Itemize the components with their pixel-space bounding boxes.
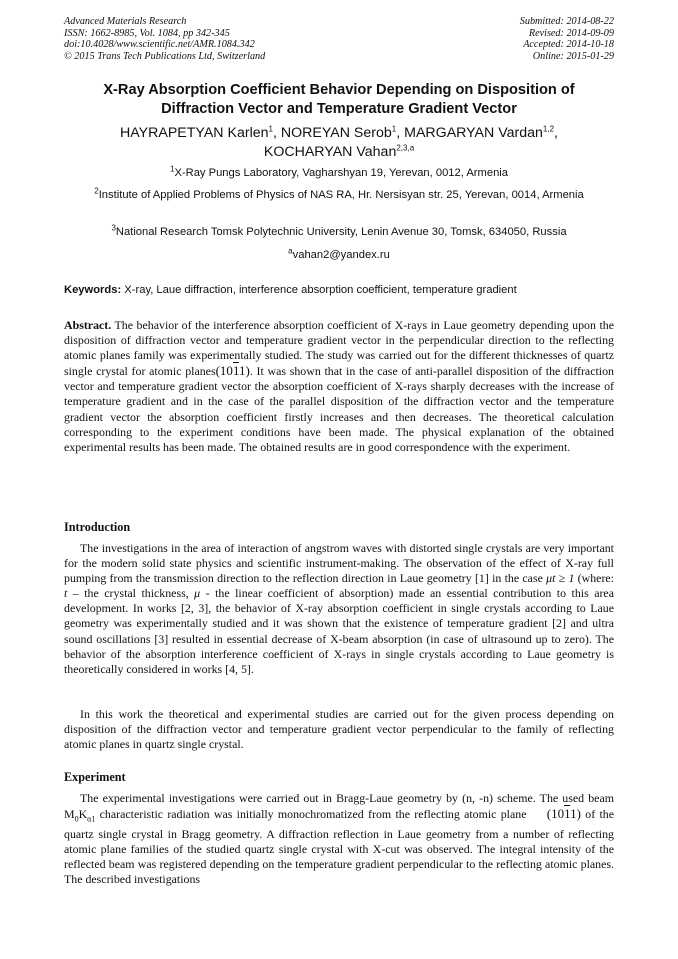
affiliation-3 bbox=[64, 225, 614, 240]
miller-index-2: (1011) bbox=[546, 806, 581, 822]
abstract bbox=[64, 318, 614, 455]
formula-mu-t: μt ≥ 1 bbox=[546, 571, 575, 586]
abstract-label: Abstract. bbox=[64, 318, 112, 332]
author-3: MARGARYAN Vardan bbox=[404, 125, 543, 141]
affiliation-3-text: National Research Tomsk Polytechnic University, Lenin Avenue 30, Tomsk, 634050, Russia bbox=[115, 226, 567, 238]
journal-header-left bbox=[64, 16, 265, 62]
email-marker: a bbox=[288, 246, 293, 256]
affiliation-2-text: Institute of Applied Problems of Physics of NAS RA, Hr. Nersisyan str. 25, Yerevan, 0014, Armenia bbox=[98, 189, 584, 201]
journal-header-right bbox=[520, 16, 614, 62]
date-submitted: Submitted: 2014-08-22 bbox=[519, 16, 614, 27]
date-online: Online: 2015-01-29 bbox=[532, 50, 614, 62]
author-3-affiliation: 1,2 bbox=[542, 124, 555, 134]
author-1-affiliation: 1 bbox=[268, 124, 273, 134]
author-email bbox=[64, 248, 614, 263]
author-4-affiliation: 2,3,a bbox=[396, 142, 415, 152]
affiliation-2-marker: 2 bbox=[94, 186, 99, 196]
author-2: NOREYAN Serob bbox=[280, 125, 392, 141]
keywords-text: X-ray, Laue diffraction, interference absorption coefficient, temperature gradient bbox=[121, 284, 517, 296]
miller-index: (1011) bbox=[215, 363, 250, 379]
abstract-part-2: . It was shown that in the case of anti-parallel disposition of the diffraction vector and temperature gradient vector the absorption coefficient of X-rays sharply decreases with the increase of temperature gradient and in the case of the parallel disposition of the diffraction vector and the temperature gradient vector the absorption coefficient firstly increases and then decreases. The theoretical calculation corresponding to the experiment conditions have been made. The physical explanation of the obtained experimental results has been made. The obtained results are in good correspondence with the experiment. bbox=[64, 364, 614, 454]
introduction-heading: Introduction bbox=[64, 520, 131, 534]
journal-issn: ISSN: 1662-8985, Vol. 1084, pp 342-345 bbox=[64, 27, 230, 39]
title-line-1: X-Ray Absorption Coefficient Behavior Depending on Disposition of bbox=[103, 82, 575, 98]
author-list: HAYRAPETYAN Karlen$^1$, NOREYAN Serob$^1$, MARGARYAN Vardan$^{1,2}$, KOCHARYAN Vahan$^{2,3,a}$ bbox=[120, 124, 558, 160]
author-2-affiliation: 1 bbox=[391, 124, 397, 134]
date-revised: Revised: 2014-09-09 bbox=[528, 27, 614, 39]
introduction-paragraph-1: The investigations in the area of interaction of angstrom waves with distorted single crystals are very important for the modern solid state physics and scientific instrument-making. The observation of the effect of X-ray full pumping from the transmission direction to the reflection direction in Laue geometry [1] in the case μt ≥ 1 (where: t – the crystal thickness, μ - the linear coefficient of absorption) made an essential contribution to this area development. In works [2, 3], the behavior of X-ray absorption coefficient in single crystals according to Laue geometry was experimentally studied and it was shown that the existence of temperature gradient [2] and ultra sound oscillations [3] resulted in essential decrease of X-beam absorption (in case of ultrasound up to zero). The behavior of the absorption interference coefficient of X-rays in single crystals according to Laue geometry is theoretically considered in works [4, 5]. bbox=[64, 541, 614, 676]
email-link[interactable]: vahan2@yandex.ru bbox=[292, 249, 390, 261]
journal-name: Advanced Materials Research bbox=[64, 16, 187, 27]
date-accepted: Accepted: 2014-10-18 bbox=[523, 39, 614, 51]
affiliation-1-text: X-Ray Pungs Laboratory, Vagharshyan 19, Yerevan, 0012, Armenia bbox=[174, 167, 508, 179]
keywords bbox=[64, 283, 614, 297]
author-1: HAYRAPETYAN Karlen bbox=[120, 125, 269, 141]
journal-copyright: © 2015 Trans Tech Publications Ltd, Switzerland bbox=[64, 50, 266, 62]
affiliation-1 bbox=[64, 166, 614, 181]
introduction-paragraph-2: In this work the theoretical and experimental studies are carried out for the given process depending on disposition of the diffraction vector and temperature gradient vector perpendicular to the family of reflecting atomic planes in quartz single crystal. bbox=[64, 707, 614, 752]
abstract-part-1: The behavior of the interference absorption coefficient of X-rays in Laue geometry depending upon the disposition of diffraction vector and temperature gradient vector in the perpendicular direction to the reflecting atomic planes family was experimentally studied. The study was carried out for the different thicknesses of quartz single crystal for atomic planes bbox=[64, 318, 614, 379]
affiliation-2 bbox=[64, 188, 614, 203]
title-line-2: Diffraction Vector and Temperature Gradient Vector bbox=[161, 100, 517, 117]
experiment-heading: Experiment bbox=[64, 770, 126, 784]
paper-title bbox=[40, 81, 638, 118]
journal-doi: doi:10.4028/www.scientific.net/AMR.1084.342 bbox=[64, 39, 255, 51]
experiment-paragraph-1: The experimental investigations were carried out in Bragg-Laue geometry by (n, -n) scheme. The used beam $M_0K_{\alpha 1}$ characteristic radiation was initially monochromatized from the reflecting atomic plane (1011) of the quartz single crystal in Bragg geometry. A diffraction reflection in Laue geometry from a number of reflecting atomic plane families of the studied quartz single crystal with X-cut was observed. The integral intensity of the reflected beam was registered depending on the temperature gradient perpendicular to the reflecting atomic planes. The described investigations bbox=[64, 791, 614, 886]
author-4: KOCHARYAN Vahan bbox=[263, 143, 397, 160]
affiliation-3-marker: 3 bbox=[111, 223, 116, 233]
keywords-label: Keywords: bbox=[64, 284, 122, 296]
affiliation-1-marker: 1 bbox=[169, 164, 175, 174]
